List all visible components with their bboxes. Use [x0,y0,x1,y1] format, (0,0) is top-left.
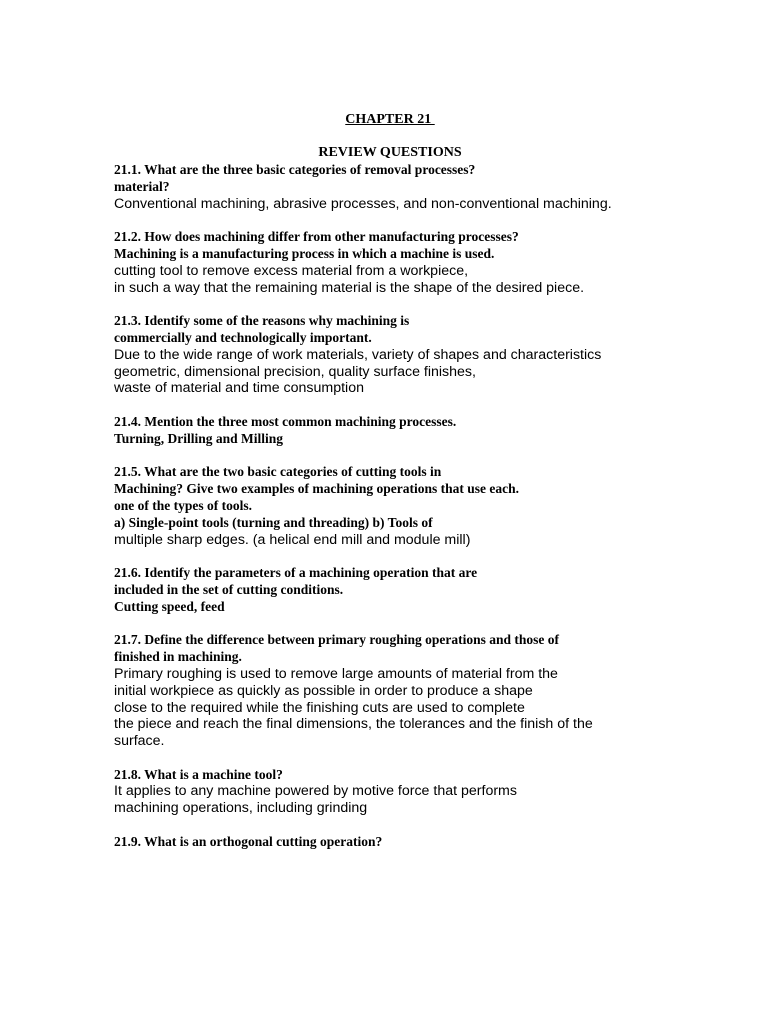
question-text-line: 21.6. Identify the parameters of a machining operation that are [114,565,478,581]
question-block [114,162,754,212]
answer-text-line: cutting tool to remove excess material from a workpiece, [114,262,469,279]
question-text-line: 21.2. How does machining differ from other manufacturing processes? [114,229,519,245]
answer-text-line: geometric, dimensional precision, quality surface finishes, [114,363,476,380]
question-text-line: material? [114,178,170,194]
question-text-line: 21.4. Mention the three most common machining processes. [114,413,457,429]
questions-content [114,162,754,867]
answer-text-line: close to the required while the finishing cuts are used to complete [114,699,525,716]
answer-text-line: Due to the wide range of work materials, variety of shapes and characteristics [114,346,602,363]
answer-text-line: the piece and reach the final dimensions, the tolerances and the finish of the [114,716,593,733]
answer-text-line: initial workpiece as quickly as possible in order to produce a shape [114,682,533,699]
question-block [114,313,754,397]
answer-text-line: waste of material and time consumption [114,380,364,397]
question-block [114,565,754,615]
question-block [114,464,754,548]
question-text-line: 21.1. What are the three basic categories of removal processes? [114,162,476,177]
question-text-line: Turning, Drilling and Milling [114,430,284,446]
question-text-line: Machining is a manufacturing process in which a machine is used. [114,245,495,261]
question-block [114,414,754,448]
answer-text-line: multiple sharp edges. (a helical end mill and module mill) [114,531,471,548]
question-text-line: 21.7. Define the difference between primary roughing operations and those of [114,632,559,648]
section-title: REVIEW QUESTIONS [318,145,462,160]
chapter-title: CHAPTER 21 [345,112,435,127]
answer-text-line: in such a way that the remaining material is the shape of the desired piece. [114,279,585,296]
question-text-line: a) Single-point tools (turning and threading) b) Tools of [114,514,433,530]
question-text-line: commercially and technologically important. [114,329,372,345]
answer-text-line: It applies to any machine powered by motive force that performs [114,783,517,800]
answer-text-line: machining operations, including grinding [114,800,368,817]
question-text-line: one of the types of tools. [114,497,252,513]
question-text-line: Cutting speed, feed [114,598,225,614]
question-block [114,834,754,851]
question-text-line: 21.3. Identify some of the reasons why machining is [114,313,410,329]
question-block [114,632,754,750]
question-text-line: finished in machining. [114,649,242,665]
question-block [114,767,754,817]
question-text-line: 21.9. What is an orthogonal cutting operation? [114,833,383,849]
answer-text-line: Conventional machining, abrasive processes, and non-conventional machining. [114,195,612,212]
question-text-line: 21.5. What are the two basic categories of cutting tools in [114,464,442,480]
question-text-line: 21.8. What is a machine tool? [114,766,283,782]
question-text-line: included in the set of cutting conditions. [114,581,344,597]
answer-text-line: surface. [114,733,165,750]
question-block [114,229,754,296]
question-text-line: Machining? Give two examples of machining operations that use each. [114,481,519,497]
answer-text-line: Primary roughing is used to remove large amounts of material from the [114,665,558,682]
